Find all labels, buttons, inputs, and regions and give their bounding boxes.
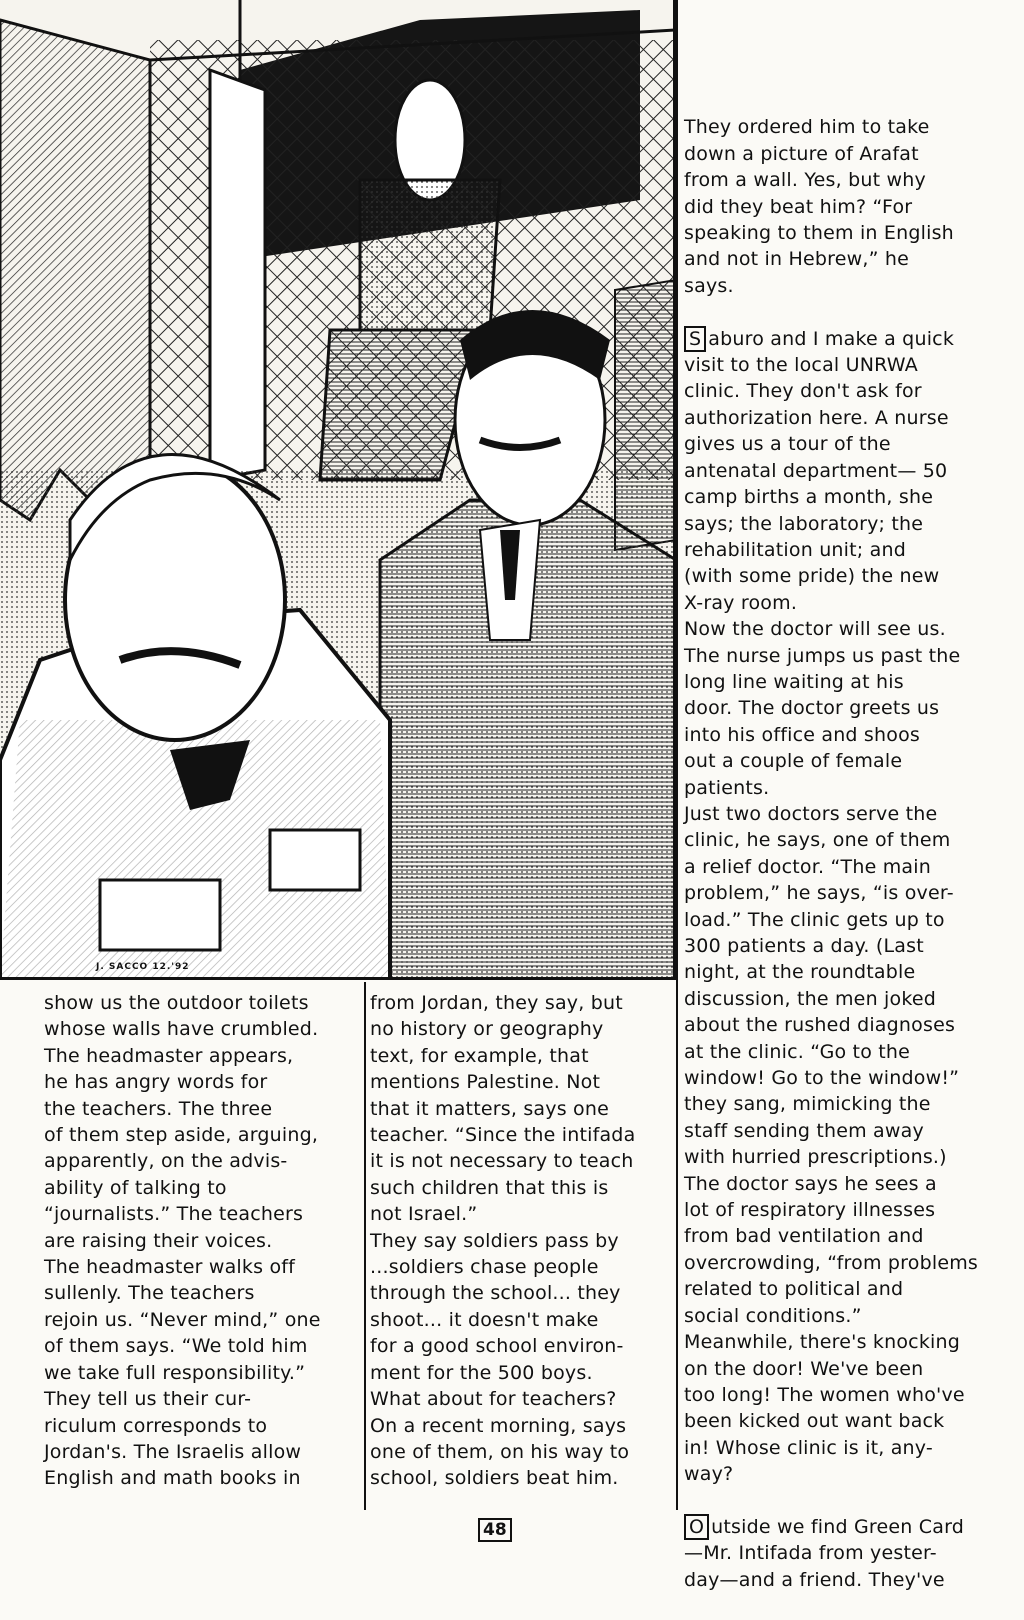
paragraph-outside: O utside we find Green Card —Mr. Intifada from yester- day—and a friend. They've <box>684 1515 965 1591</box>
text-column-middle: from Jordan, they say, but no history or geography text, for example, that mentions Palestine. Not that it matters, says one teacher. “Since the intifada it is not necessary to teach such children that this is not Israel.” They say soldiers pass by ...soldiers chase people through the school... they shoot... it doesn't make for a good school environ- ment for the 500 boys. What about for teachers? On a recent morning, says one of them, on his way to school, soldiers beat him. <box>370 992 636 1490</box>
crumbled-wall <box>0 20 150 520</box>
paragraph-arafat: They ordered him to take down a picture of Arafat from a wall. Yes, but why did they beat him? “For speaking to them in English and not in Hebrew,” he says. <box>684 116 954 297</box>
panel-artwork <box>0 0 676 980</box>
door-panel <box>210 70 265 480</box>
drop-letter: S <box>684 326 706 352</box>
artist-signature: J. SACCO 12.'92 <box>96 962 190 972</box>
comic-panel-illustration <box>0 0 676 980</box>
page-number: 48 <box>478 1518 512 1542</box>
column-divider-right <box>676 0 678 1510</box>
paragraph-clinic: S aburo and I make a quick visit to the local UNRWA clinic. They don't ask for authorization here. A nurse gives us a tour of the antenatal department— 50 camp births a month, she says; the laboratory; the rehabilitation unit; and (with some pride) the new X-ray room. Now the doctor will see us. The nurse jumps us past the long line waiting at his door. The doctor greets us into his office and shoos out a couple of female patients. Just two doctors serve the clinic, he says, one of them a relief doctor. “The main problem,” he says, “is over- load.” The clinic gets up to 300 patients a day. (Last night, at the roundtable discussion, the men joked about the rushed diagnoses at the clinic. “Go to the window! Go to the window!” they sang, mimicking the staff sending them away with hurried prescriptions.) The doctor says he sees a lot of respiratory illnesses from bad ventilation and overcrowding, “from problems related to political and social conditions.” Meanwhile, there's knocking on the door! We've been too long! The women who've been kicked out want back in! Whose clinic is it, any- way? <box>684 327 979 1486</box>
text-column-right <box>684 88 1016 1620</box>
text-column-left: show us the outdoor toilets whose walls have crumbled. The headmaster appears, he has angry words for the teachers. The three of them step aside, arguing, apparently, on the advis- ability of talking to “journalists.” The teachers are raising their voices. The headmaster walks off sullenly. The teachers rejoin us. “Never mind,” one of them says. “We told him we take full responsibility.” They tell us their cur- riculum corresponds to Jordan's. The Israelis allow English and math books in <box>44 992 321 1490</box>
drop-letter: O <box>684 1514 709 1540</box>
column-divider-middle <box>364 982 366 1510</box>
